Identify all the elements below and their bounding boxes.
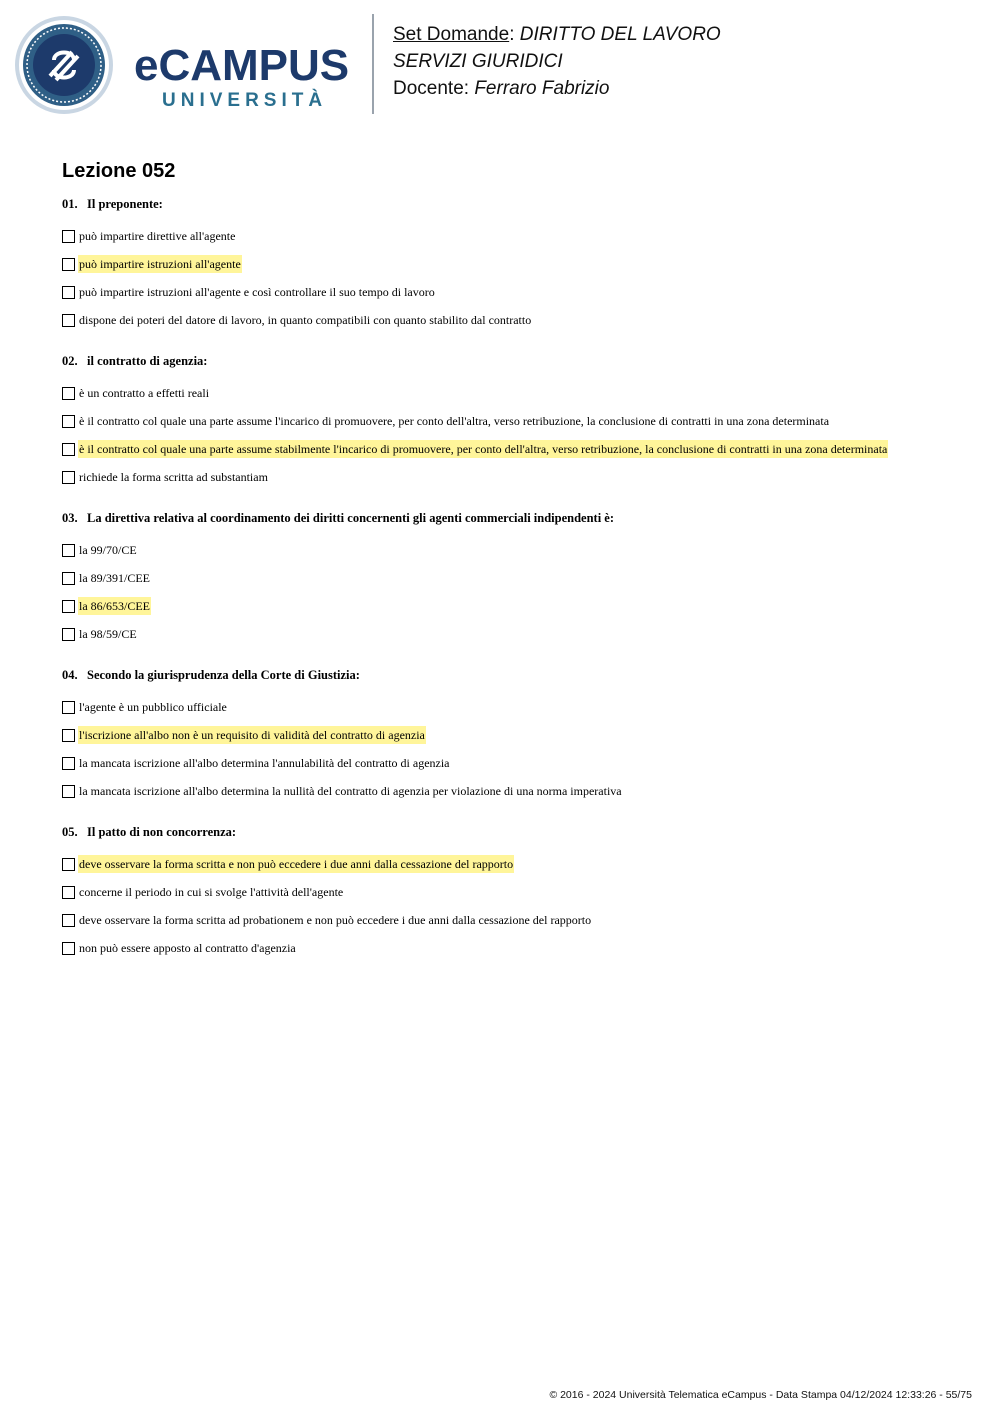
docente-label: Docente: [393, 78, 470, 99]
question-text: La direttiva relativa al coordinamento dei diritti concernenti gli agenti commerciali indipendenti è: [87, 511, 615, 525]
checkbox-icon[interactable] [62, 258, 75, 271]
docente-line [393, 75, 721, 102]
answer-option[interactable] [62, 407, 962, 435]
answer-text: concerne il periodo in cui si svolge l'attività dell'agente [79, 885, 344, 899]
page-header [0, 0, 1000, 130]
checkbox-icon[interactable] [62, 230, 75, 243]
question-text: Il patto di non concorrenza: [87, 825, 237, 839]
checkbox-icon[interactable] [62, 886, 75, 899]
checkbox-icon[interactable] [62, 471, 75, 484]
answer-option[interactable] [62, 379, 962, 407]
checkbox-icon[interactable] [62, 785, 75, 798]
question-heading [62, 353, 962, 369]
question-heading [62, 196, 962, 212]
question [62, 824, 962, 962]
answer-option[interactable] [62, 749, 962, 777]
answer-text: è il contratto col quale una parte assume l'incarico di promuovere, per conto dell'altra, verso retribuzione, la conclusione di contratti in una zona determinata [79, 414, 830, 428]
answer-option[interactable] [62, 564, 962, 592]
question-heading [62, 510, 962, 526]
question-heading [62, 824, 962, 840]
answer-text: la mancata iscrizione all'albo determina l'annulabilità del contratto di agenzia [79, 756, 450, 770]
set-line: Set Domande: DIRITTO DEL LAVORO [393, 24, 721, 45]
answer-text-highlighted: la 86/653/CEE [79, 599, 150, 613]
answer-text: richiede la forma scritta ad substantiam [79, 470, 268, 484]
question [62, 353, 962, 491]
question-text: Il preponente: [87, 197, 163, 211]
answer-option[interactable] [62, 463, 962, 491]
checkbox-icon[interactable] [62, 757, 75, 770]
question [62, 667, 962, 805]
answer-option[interactable] [62, 306, 962, 334]
header-divider [372, 14, 374, 114]
question-number: 05. [62, 825, 78, 839]
docente-value: Ferraro Fabrizio [474, 78, 610, 99]
checkbox-icon[interactable] [62, 286, 75, 299]
question-text: il contratto di agenzia: [87, 354, 208, 368]
logo-wordmark: eCAMPUS [134, 41, 350, 90]
answer-text: è un contratto a effetti reali [79, 386, 210, 400]
answer-text: l'agente è un pubblico ufficiale [79, 700, 227, 714]
logo-subtext: UNIVERSITÀ [162, 90, 328, 111]
answer-text-highlighted: è il contratto col quale una parte assume stabilmente l'incarico di promuovere, per conto dell'altra, verso retribuzione, la conclusione di contratti in una zona determinata [79, 442, 888, 456]
answer-option[interactable] [62, 620, 962, 648]
answer-option[interactable] [62, 934, 962, 962]
answer-option[interactable] [62, 850, 962, 878]
checkbox-icon[interactable] [62, 701, 75, 714]
set-value-line2: SERVIZI GIURIDICI [393, 51, 563, 72]
checkbox-icon[interactable] [62, 415, 75, 428]
answer-option[interactable] [62, 721, 962, 749]
answer-text-highlighted: può impartire istruzioni all'agente [79, 257, 241, 271]
header-info [393, 21, 721, 102]
answer-option[interactable] [62, 906, 962, 934]
page-footer: © 2016 - 2024 Università Telematica eCampus - Data Stampa 04/12/2024 12:33:26 - 55/75 [549, 1389, 972, 1401]
logo-inner-disc [33, 34, 95, 96]
question-number: 03. [62, 511, 78, 525]
answer-option[interactable] [62, 777, 962, 805]
question [62, 196, 962, 334]
answer-text-highlighted: l'iscrizione all'albo non è un requisito di validità del contratto di agenzia [79, 728, 425, 742]
answer-option[interactable] [62, 435, 962, 463]
answer-text: la 98/59/CE [79, 627, 137, 641]
checkbox-icon[interactable] [62, 387, 75, 400]
question-heading [62, 667, 962, 683]
question-number: 01. [62, 197, 78, 211]
lesson-title: Lezione 052 [62, 160, 176, 182]
set-value: DIRITTO DEL LAVORO [519, 24, 721, 45]
checkbox-icon[interactable] [62, 628, 75, 641]
lesson-content [62, 160, 962, 981]
set-label: Set Domande [393, 24, 510, 45]
answer-option[interactable] [62, 693, 962, 721]
answer-option[interactable] [62, 222, 962, 250]
answer-option[interactable] [62, 878, 962, 906]
answer-option[interactable] [62, 278, 962, 306]
answer-text: la 99/70/CE [79, 543, 137, 557]
answer-text: può impartire direttive all'agente [79, 229, 236, 243]
answer-text: dispone dei poteri del datore di lavoro, in quanto compatibili con quanto stabilito dal contratto [79, 313, 532, 327]
checkbox-icon[interactable] [62, 443, 75, 456]
question-text: Secondo la giurisprudenza della Corte di Giustizia: [87, 668, 360, 682]
answer-option[interactable] [62, 250, 962, 278]
answer-option[interactable] [62, 536, 962, 564]
checkbox-icon[interactable] [62, 942, 75, 955]
answer-option[interactable] [62, 592, 962, 620]
checkbox-icon[interactable] [62, 729, 75, 742]
question-number: 04. [62, 668, 78, 682]
checkbox-icon[interactable] [62, 914, 75, 927]
checkbox-icon[interactable] [62, 858, 75, 871]
question-number: 02. [62, 354, 78, 368]
answer-text: può impartire istruzioni all'agente e così controllare il suo tempo di lavoro [79, 285, 435, 299]
checkbox-icon[interactable] [62, 600, 75, 613]
answer-text: deve osservare la forma scritta ad probationem e non può eccedere i due anni dalla cessazione del rapporto [79, 913, 592, 927]
checkbox-icon[interactable] [62, 572, 75, 585]
checkbox-icon[interactable] [62, 314, 75, 327]
question [62, 510, 962, 648]
answer-text: la 89/391/CEE [79, 571, 150, 585]
answer-text: la mancata iscrizione all'albo determina la nullità del contratto di agenzia per violazione di una norma imperativa [79, 784, 622, 798]
checkbox-icon[interactable] [62, 544, 75, 557]
answer-text: non può essere apposto al contratto d'agenzia [79, 941, 296, 955]
ecampus-logo [14, 14, 354, 116]
question-list [62, 196, 962, 962]
answer-text-highlighted: deve osservare la forma scritta e non può eccedere i due anni dalla cessazione del rapporto [79, 857, 514, 871]
